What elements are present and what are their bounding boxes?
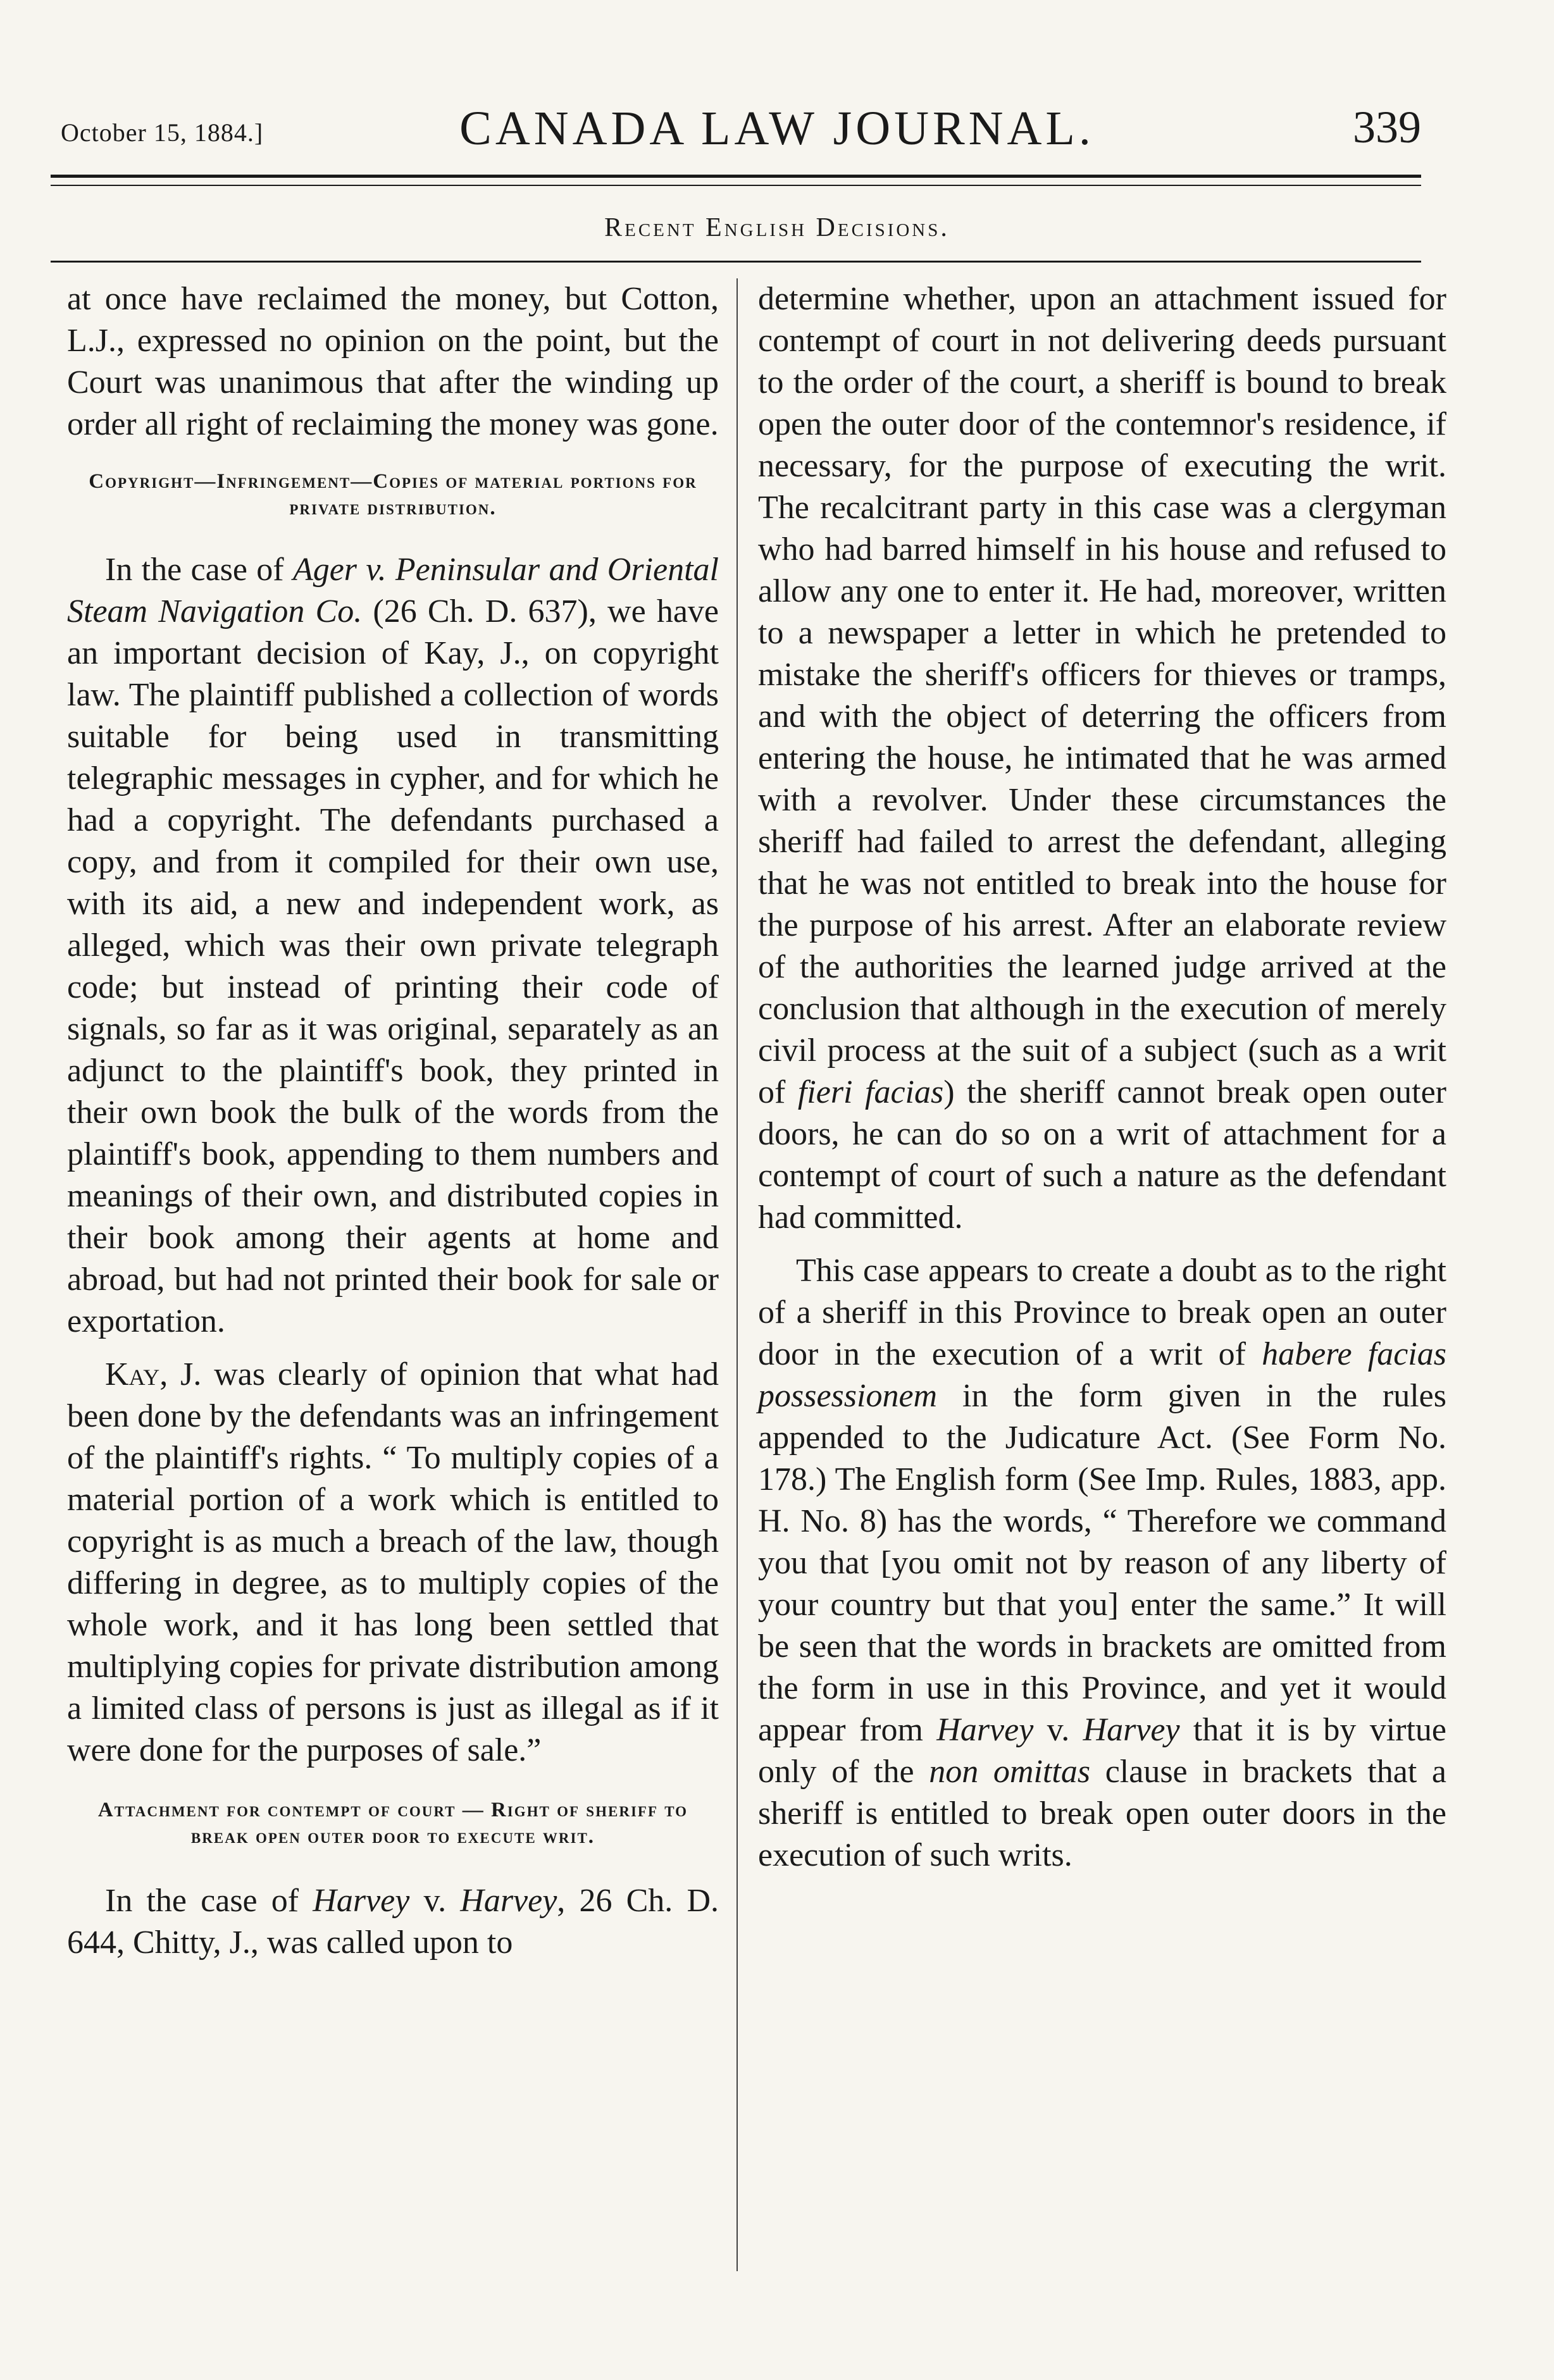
writ-name: fieri facias xyxy=(797,1074,944,1110)
page-number: 339 xyxy=(1353,102,1421,152)
case-name: Ager v. Peninsular and Oriental Steam Navigation Co. xyxy=(67,552,719,629)
case-name: Harvey xyxy=(936,1712,1034,1748)
text-fragment: v. xyxy=(1033,1712,1083,1748)
text-fragment: (26 Ch. D. 637), we have an important decision of Kay, J., on copyright law. The plaintiff published a collection of words suitable for being used in transmitting telegraphic messages in cypher, and for which he had a copyright. The defendants purchased a copy, and from it compiled for their own use, with its aid, a new and independent work, as alleged, which was their own private telegraph code; but instead of printing their code of signals, so far as it was original, separately as an adjunct to the plaintiff's book, they printed in their own book the bulk of the words from the plaintiff's book, appending to them numbers and meanings of their own, and distributed copies in their book among their agents at home and abroad, but had not printed their book for sale or exportation. xyxy=(67,593,719,1339)
paragraph-reclaimed-money: at once have reclaimed the money, but Cotton, L.J., expressed no opinion on the point, but the Court was unanimous that after the winding up order all right of reclaiming the money was gone. xyxy=(67,281,719,442)
heading-copyright: Copyright—Infringement—Copies of material portions for private distribution. xyxy=(89,470,697,519)
text-fragment: in the form given in the rules appended to the Judicature Act. (See Form No. 178.) The English form (See Imp. Rules, 1883, app. H. No. 8) has the words, “ Therefore we command you that [you omit not by reason of any liberty of your country but that you] enter the same.” It will be seen that the words in brackets are omitted from the form in use in this Province, and yet it would appear from xyxy=(758,1378,1446,1748)
journal-title: CANADA LAW JOURNAL. xyxy=(459,102,1095,155)
paragraph-kay-opinion xyxy=(67,1354,719,1771)
column-divider xyxy=(737,278,738,2271)
case-name: Harvey xyxy=(313,1883,410,1919)
heading-attachment: Attachment for contempt of court — Right of sheriff to break open outer door to execute writ. xyxy=(97,1799,688,1848)
text-fragment: v. xyxy=(409,1883,461,1919)
header-rule-thin xyxy=(51,185,1421,186)
right-column xyxy=(758,278,1446,1876)
paragraph-ager-case xyxy=(67,549,719,1342)
paragraph-sheriff-determination xyxy=(758,278,1446,1239)
text-fragment: In the case of xyxy=(105,552,293,588)
text-fragment: determine whether, upon an attachment issued for contempt of court in not delivering deeds pursuant to the order of the court, a sheriff is bound to break open the outer door of the contemnor's residence, if necessary, for the purpose of executing the writ. The recalcitrant party in this case was a clergyman who had barred himself in his house and refused to allow any one to enter it. He had, moreover, written to a newspaper a letter in which he pretended to mistake the sheriff's officers for thieves or tramps, and with the object of deterring the officers from entering the house, he intimated that he was armed with a revolver. Under these circumstances the sheriff had failed to arrest the defendant, alleging that he was not entitled to break into the house for the purpose of his arrest. After an elaborate review of the authorities the learned judge arrived at the conclusion that although in the execution of merely civil process at the suit of a subject (such as a writ of xyxy=(758,281,1446,1110)
text-fragment: , J. was clearly of opinion that what had been done by the defendants was an infringement of the plaintiff's rights. “ To multiply copies of a material portion of a work which is entitled to copyright is as much a breach of the law, though differing in degree, as to multiply copies of the whole work, and it has long been settled that multiplying copies for private distribution among a limited class of persons is just as illegal as if it were done for the purposes of sale.” xyxy=(67,1356,719,1768)
judge-name: Kay xyxy=(105,1356,160,1392)
text-fragment: This case appears to create a doubt as to the right of a sheriff in this Province to break open an outer door in the execution of a writ of xyxy=(758,1253,1446,1372)
case-name: Harvey xyxy=(460,1883,557,1919)
section-rule xyxy=(51,261,1421,263)
text-fragment: , 26 Ch. D. 644, Chitty, J., was called upon to xyxy=(67,1883,719,1961)
left-column xyxy=(67,278,719,1964)
page-header xyxy=(0,0,1554,266)
header-rule-thick xyxy=(51,175,1421,178)
section-title: Recent English Decisions. xyxy=(604,213,950,242)
issue-date: October 15, 1884.] xyxy=(61,118,264,147)
text-fragment: ) the sheriff cannot break open outer doors, he can do so on a writ of attachment for a contempt of court of such a nature as the defendant had committed. xyxy=(758,1074,1446,1236)
text-fragment: that it is by virtue only of the xyxy=(758,1712,1447,1790)
writ-name: habere facias possessionem xyxy=(758,1336,1446,1414)
paragraph-harvey-case xyxy=(67,1880,719,1964)
clause-name: non omittas xyxy=(929,1754,1091,1790)
text-fragment: In the case of xyxy=(105,1883,313,1919)
text-fragment: clause in brackets that a sheriff is entitled to break open outer doors in the execution of such writs. xyxy=(758,1754,1447,1873)
case-name: Harvey xyxy=(1083,1712,1180,1748)
paragraph-province-doubt xyxy=(758,1250,1446,1876)
